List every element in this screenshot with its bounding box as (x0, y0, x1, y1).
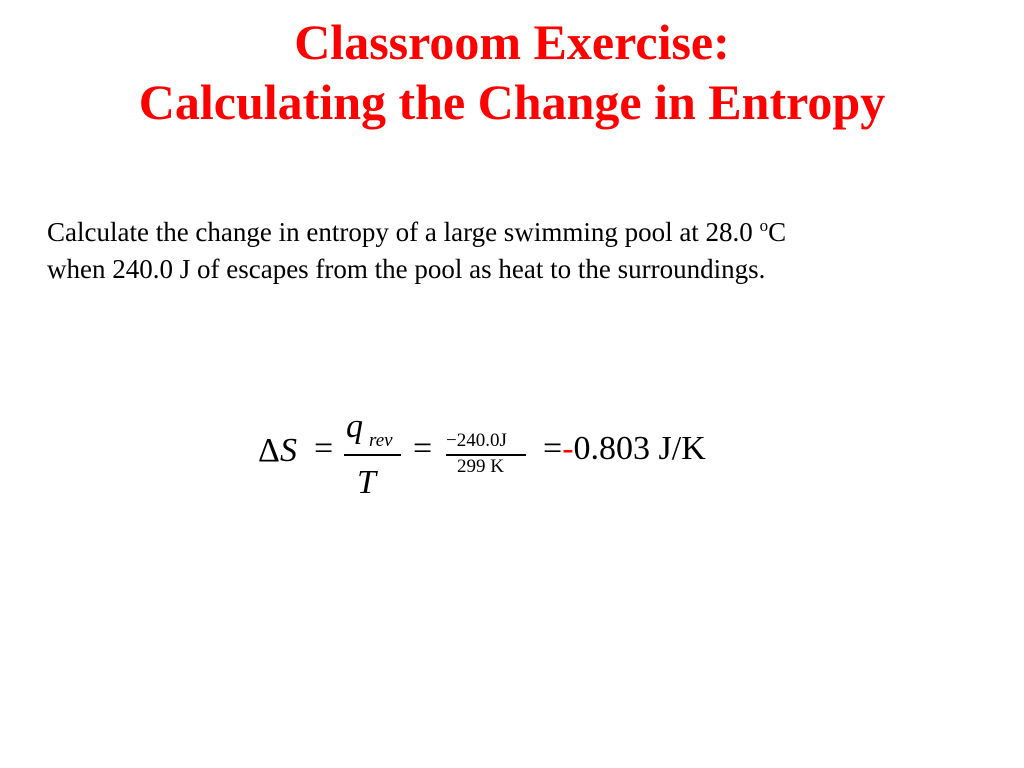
heat-symbol: q (346, 408, 363, 445)
degree-superscript: o (759, 216, 769, 235)
fraction-bar-1 (344, 454, 401, 456)
problem-line-1 (47, 207, 1007, 251)
celsius-unit: C (768, 217, 787, 247)
result-value: 0.803 J/K (573, 430, 706, 467)
title-line-2: Calculating the Change in Entropy (138, 74, 886, 130)
result-sign: - (562, 430, 574, 467)
heat-value: −240.0J (446, 430, 507, 451)
temperature-value: 299 K (457, 456, 504, 477)
equals-sign-1: = (314, 430, 334, 467)
slide-title (0, 12, 1024, 132)
entropy-symbol: S (280, 432, 297, 469)
problem-statement (47, 207, 1007, 288)
problem-line-2: when 240.0 J of escapes from the pool as heat to the surroundings. (47, 254, 766, 284)
title-line-1: Classroom Exercise: (294, 14, 730, 70)
problem-line-1-text: Calculate the change in entropy of a large swimming pool at 28.0 (47, 217, 760, 247)
result (543, 430, 706, 468)
equals-sign-2: = (413, 430, 433, 467)
temperature-symbol: T (357, 464, 376, 501)
rev-subscript: rev (369, 430, 393, 451)
result-equals: = (543, 430, 563, 467)
delta-symbol: Δ (258, 432, 280, 469)
